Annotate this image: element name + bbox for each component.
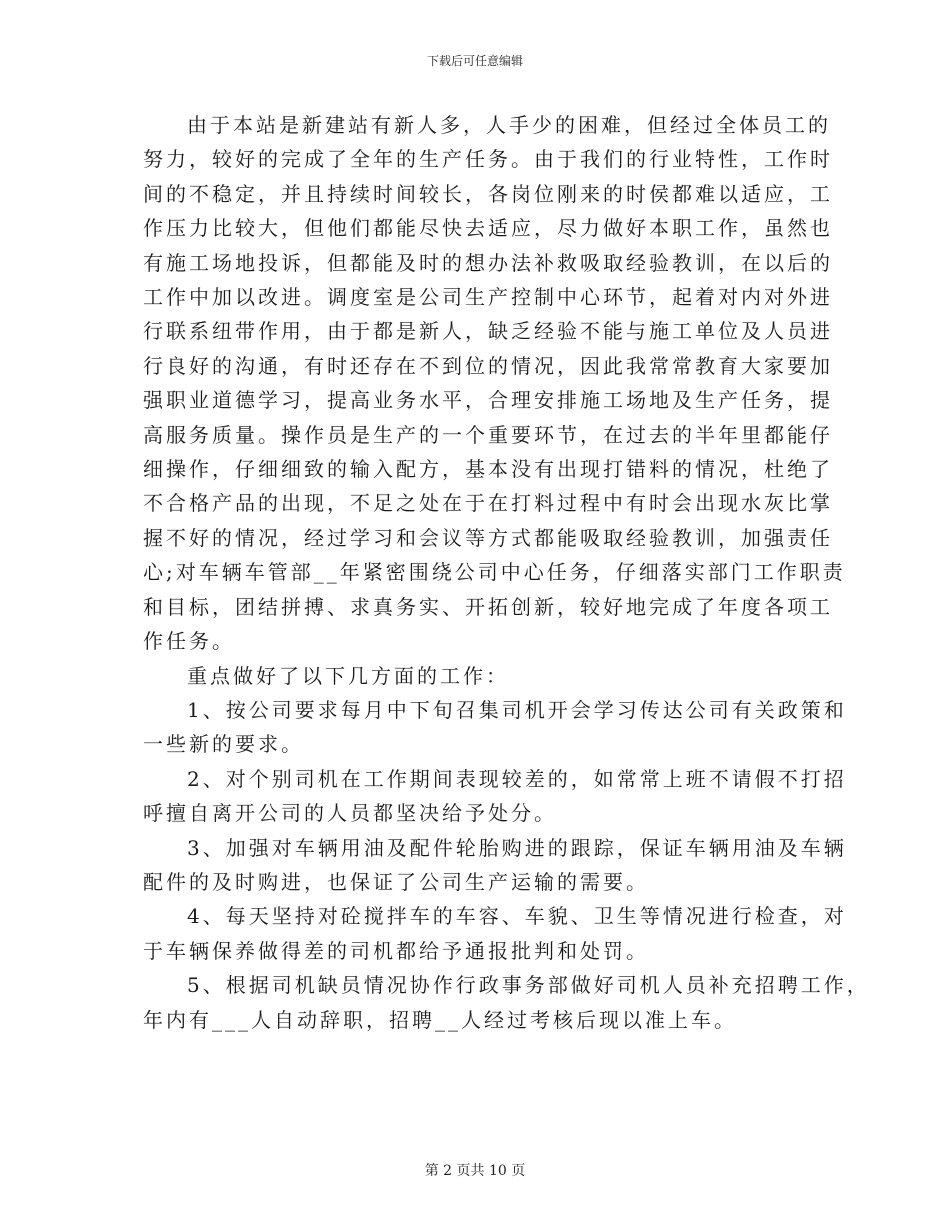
- list-item-3-line: 3、加强对车辆用油及配件轮胎购进的跟踪，保证车辆用油及车辆: [187, 835, 847, 860]
- body-line: 行联系纽带作用，由于都是新人，缺乏经验不能与施工单位及人员进: [143, 319, 833, 344]
- list-item-3-line: 配件的及时购进，也保证了公司生产运输的需要。: [143, 869, 649, 894]
- section-heading: 重点做好了以下几方面的工作：: [187, 663, 509, 688]
- body-line: 间的不稳定，并且持续时间较长，各岗位刚来的时侯都难以适应，工: [143, 181, 833, 206]
- body-line: 有施工场地投诉，但都能及时的想办法补救吸取经验教训，在以后的: [143, 250, 833, 275]
- list-item-1-line: 1、按公司要求每月中下旬召集司机开会学习传达公司有关政策和: [187, 697, 847, 722]
- page-footer: 第 2 页共 10 页: [424, 1163, 526, 1179]
- list-item-4-line: 4、每天坚持对砼搅拌车的车容、车貌、卫生等情况进行检查，对: [187, 904, 847, 929]
- body-line: 细操作，仔细细致的输入配方，基本没有出现打错料的情况，杜绝了: [143, 457, 833, 482]
- body-line: 和目标，团结拼搏、求真务实、开拓创新，较好地完成了年度各项工: [143, 594, 833, 619]
- document-body: [143, 108, 870, 1037]
- list-item-5-line: 5、根据司机缺员情况协作行政事务部做好司机人员补充招聘工作，: [187, 973, 870, 998]
- body-line: 行良好的沟通，有时还存在不到位的情况，因此我常常教育大家要加: [143, 353, 833, 378]
- body-line: 强职业道德学习，提高业务水平，合理安排施工场地及生产任务，提: [143, 388, 833, 413]
- list-item-1-line: 一些新的要求。: [143, 732, 304, 757]
- body-line: 工作中加以改进。调度室是公司生产控制中心环节，起着对内对外进: [143, 285, 833, 310]
- body-line: 努力，较好的完成了全年的生产任务。由于我们的行业特性，工作时: [143, 147, 833, 172]
- page-header: 下载后可任意编辑: [426, 54, 523, 68]
- body-line: 心;对车辆车管部__年紧密围绕公司中心任务，仔细落实部门工作职责: [143, 560, 846, 585]
- body-line: 由于本站是新建站有新人多，人手少的困难，但经过全体员工的: [187, 113, 831, 137]
- list-item-2-line: 2、对个别司机在工作期间表现较差的，如常常上班不请假不打招: [187, 766, 847, 791]
- list-item-5-line: 年内有___人自动辞职，招聘__人经过考核后现以准上车。: [143, 1007, 737, 1032]
- body-line: 作任务。: [143, 629, 235, 654]
- list-item-2-line: 呼擅自离开公司的人员都坚决给予处分。: [143, 801, 557, 826]
- body-line: 不合格产品的出现，不足之处在于在打料过程中有时会出现水灰比掌: [143, 491, 833, 516]
- body-line: 握不好的情况，经过学习和会议等方式都能吸取经验教训，加强责任: [143, 525, 833, 550]
- body-line: 高服务质量。操作员是生产的一个重要环节，在过去的半年里都能仔: [143, 422, 833, 447]
- body-line: 作压力比较大，但他们都能尽快去适应，尽力做好本职工作，虽然也: [143, 216, 833, 241]
- list-item-4-line: 于车辆保养做得差的司机都给予通报批判和处罚。: [143, 938, 649, 963]
